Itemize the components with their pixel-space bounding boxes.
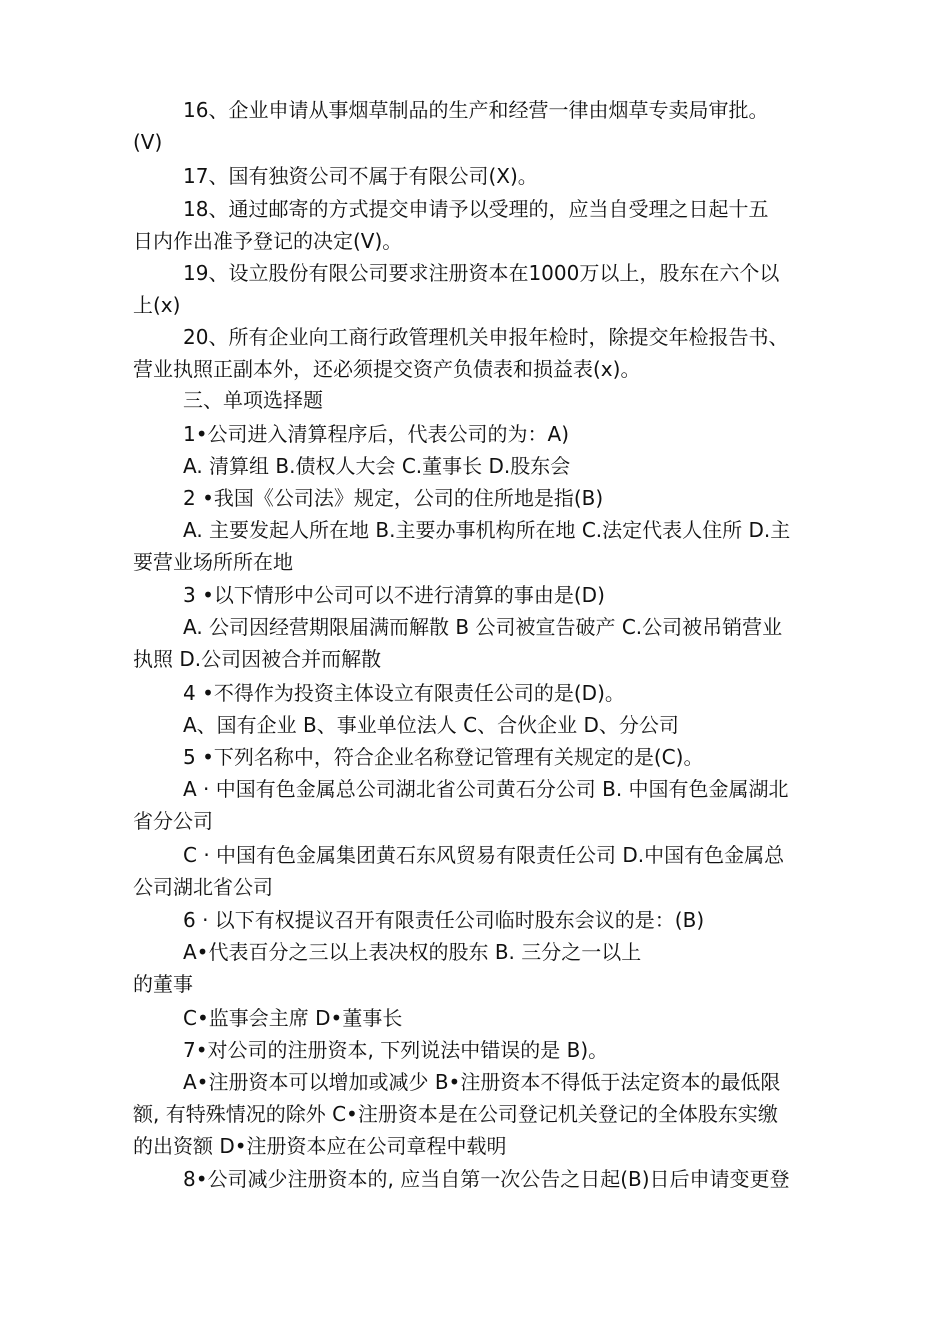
text-line: (V) (133, 130, 163, 154)
options-text: C•监事会主席 D•董事长 (183, 1006, 403, 1030)
text-line: 日内作出准予登记的决定(V)。 (133, 229, 403, 253)
text-line: 19、设立股份有限公司要求注册资本在1000万以上，股东在六个以 (183, 261, 780, 285)
options-text: 执照 D.公司因被合并而解散 (133, 647, 382, 671)
options-text: A•代表百分之三以上表决权的股东 B. 三分之一以上 (183, 940, 642, 964)
options-text: A、国有企业 B、事业单位法人 C、合伙企业 D、分公司 (183, 713, 679, 737)
section-heading: 三、单项选择题 (183, 388, 323, 412)
text-line: 20、所有企业向工商行政管理机关申报年检时，除提交年检报告书、 (183, 325, 789, 349)
options-text: 省分公司 (133, 809, 213, 833)
question-text: 4 •不得作为投资主体设立有限责任公司的是(D)。 (183, 681, 625, 705)
text-line: 17、国有独资公司不属于有限公司(X)。 (183, 164, 538, 188)
question-text: 6 · 以下有权提议召开有限责任公司临时股东会议的是：(B) (183, 908, 705, 932)
options-text: 的董事 (133, 972, 193, 996)
options-text: A•注册资本可以增加或减少 B•注册资本不得低于法定资本的最低限 (183, 1070, 781, 1094)
options-text: 的出资额 D•注册资本应在公司章程中载明 (133, 1134, 507, 1158)
question-text: 3 •以下情形中公司可以不进行清算的事由是(D) (183, 583, 605, 607)
text-line: 18、通过邮寄的方式提交申请予以受理的，应当自受理之日起十五 (183, 197, 769, 221)
question-text: 8•公司减少注册资本的, 应当自第一次公告之日起(B)日后申请变更登 (183, 1167, 790, 1191)
question-text: 5 •下列名称中，符合企业名称登记管理有关规定的是(C)。 (183, 745, 704, 769)
options-text: A. 主要发起人所在地 B.主要办事机构所在地 C.法定代表人住所 D.主 (183, 518, 791, 542)
options-text: 公司湖北省公司 (133, 875, 273, 899)
options-text: C · 中国有色金属集团黄石东风贸易有限责任公司 D.中国有色金属总 (183, 843, 785, 867)
options-text: A · 中国有色金属总公司湖北省公司黄石分公司 B. 中国有色金属湖北 (183, 777, 789, 801)
question-text: 2 •我国《公司法》规定，公司的住所地是指(B) (183, 486, 604, 510)
options-text: A. 清算组 B.债权人大会 C.董事长 D.股东会 (183, 454, 571, 478)
options-text: 额, 有特殊情况的除外 C•注册资本是在公司登记机关登记的全体股东实缴 (133, 1102, 778, 1126)
text-line: 上(x) (133, 293, 181, 317)
question-text: 1•公司进入清算程序后，代表公司的为：A) (183, 422, 570, 446)
options-text: A. 公司因经营期限届满而解散 B 公司被宣告破产 C.公司被吊销营业 (183, 615, 783, 639)
text-line: 营业执照正副本外，还必须提交资产负债表和损益表(x)。 (133, 357, 641, 381)
question-text: 7•对公司的注册资本, 下列说法中错误的是 B)。 (183, 1038, 609, 1062)
text-line: 16、企业申请从事烟草制品的生产和经营一律由烟草专卖局审批。 (183, 98, 769, 122)
options-text: 要营业场所所在地 (133, 550, 293, 574)
